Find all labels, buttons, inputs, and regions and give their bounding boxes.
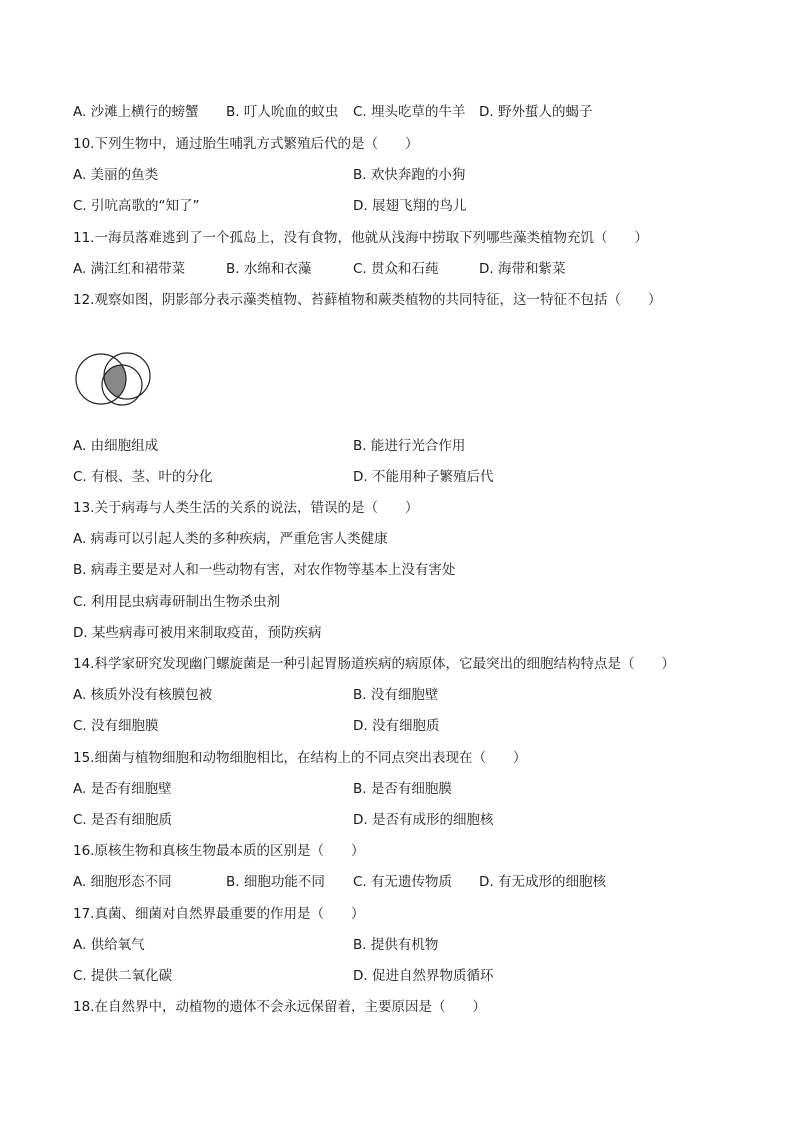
q13-stem: 13.关于病毒与人类生活的关系的说法，错误的是（ ） [73,500,419,516]
q14-stem: 14.科学家研究发现幽门螺旋菌是一种引起胃肠道疾病的病原体，它最突出的细胞结构特点是（ ） [73,656,675,672]
q15-stem: 15.细菌与植物细胞和动物细胞相比，在结构上的不同点突出表现在（ ） [73,750,527,766]
q9-option-b: B. 叮人吮血的蚊虫 [226,104,339,120]
q13-option-b: B. 病毒主要是对人和一些动物有害，对农作物等基本上没有害处 [73,562,456,578]
q15-option-b: B. 是否有细胞膜 [353,781,452,797]
venn-diagram-figure [74,352,156,412]
q11-option-a: A. 满江红和裙带菜 [73,261,186,277]
q14-option-d: D. 没有细胞质 [353,718,440,734]
q9-option-a: A. 沙滩上横行的螃蟹 [73,104,199,120]
q16-option-c: C. 有无遗传物质 [353,874,453,890]
q10-option-b: B. 欢快奔跑的小狗 [353,167,466,183]
q9-option-d: D. 野外蜇人的蝎子 [479,104,593,120]
q15-option-d: D. 是否有成形的细胞核 [353,812,494,828]
q13-option-a: A. 病毒可以引起人类的多种疾病，严重危害人类健康 [73,531,388,547]
q11-option-d: D. 海带和紫菜 [479,261,566,277]
q18-stem: 18.在自然界中，动植物的遗体不会永远保留着，主要原因是（ ） [73,999,486,1015]
q15-option-a: A. 是否有细胞壁 [73,781,172,797]
q10-stem: 10.下列生物中，通过胎生哺乳方式繁殖后代的是（ ） [73,136,419,152]
q16-option-d: D. 有无成形的细胞核 [479,874,606,890]
q16-option-a: A. 细胞形态不同 [73,874,172,890]
q10-option-c: C. 引吭高歌的“知了” [73,198,200,214]
q11-option-c: C. 贯众和石莼 [353,261,439,277]
q12-option-a: A. 由细胞组成 [73,438,159,454]
q14-option-a: A. 核质外没有核膜包被 [73,687,213,703]
q12-option-b: B. 能进行光合作用 [353,438,466,454]
q12-option-c: C. 有根、茎、叶的分化 [73,469,213,485]
q17-option-b: B. 提供有机物 [353,937,439,953]
q17-option-a: A. 供给氧气 [73,937,145,953]
q13-option-c: C. 利用昆虫病毒研制出生物杀虫剂 [73,594,281,610]
q17-stem: 17.真菌、细菌对自然界最重要的作用是（ ） [73,906,365,922]
q17-option-c: C. 提供二氧化碳 [73,968,173,984]
q10-option-d: D. 展翅飞翔的鸟儿 [353,198,467,214]
q11-stem: 11.一海员落难逃到了一个孤岛上，没有食物，他就从浅海中捞取下列哪些藻类植物充饥（ ） [73,230,648,246]
q12-stem: 12.观察如图，阴影部分表示藻类植物、苔藓植物和蕨类植物的共同特征，这一特征不包括（ ） [73,292,662,308]
q13-option-d: D. 某些病毒可被用来制取疫苗，预防疾病 [73,625,322,641]
q12-option-d: D. 不能用种子繁殖后代 [353,469,494,485]
q10-option-a: A. 美丽的鱼类 [73,167,159,183]
q9-option-c: C. 埋头吃草的牛羊 [353,104,466,120]
q16-option-b: B. 细胞功能不同 [226,874,325,890]
q14-option-b: B. 没有细胞壁 [353,687,439,703]
q15-option-c: C. 是否有细胞质 [73,812,173,828]
q14-option-c: C. 没有细胞膜 [73,718,159,734]
q16-stem: 16.原核生物和真核生物最本质的区别是（ ） [73,843,365,859]
q17-option-d: D. 促进自然界物质循环 [353,968,494,984]
q11-option-b: B. 水绵和衣藻 [226,261,312,277]
